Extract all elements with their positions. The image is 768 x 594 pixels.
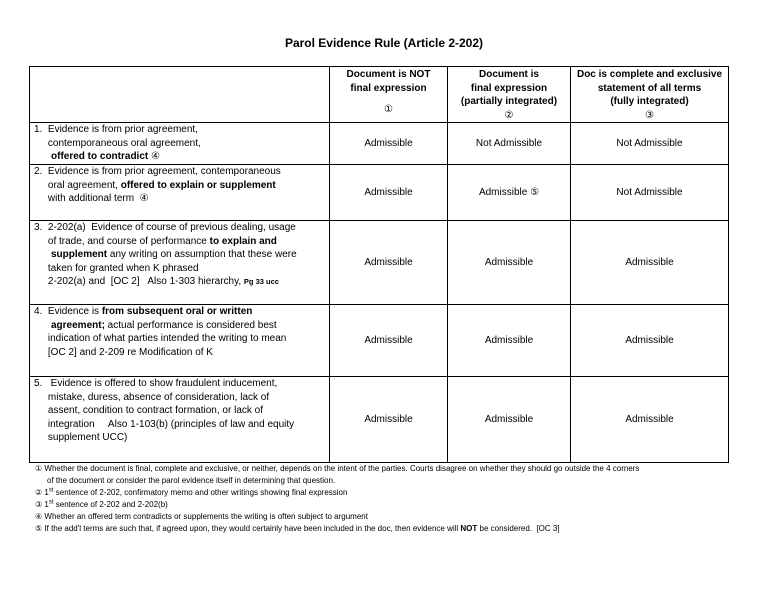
header-line: final expression <box>470 82 548 94</box>
rule-line <box>34 404 326 418</box>
text-run: of trade, and course of performance <box>34 235 210 247</box>
text-run: taken for granted when K phrased <box>34 262 199 274</box>
rule-description <box>30 305 330 377</box>
header-blank-cell <box>30 67 330 123</box>
footnote-text: ② 1 <box>35 488 49 497</box>
cell-not-final: Admissible <box>330 123 448 165</box>
text-run: ④ <box>148 151 160 162</box>
text-run: 2. Evidence is from prior agreement, contemporaneous <box>34 166 281 177</box>
footnote-2 <box>35 487 735 499</box>
header-line: (partially integrated) <box>460 96 558 107</box>
cell-not-final: Admissible <box>330 305 448 377</box>
circled-three-icon: ③ <box>645 109 654 121</box>
cell-partially-integrated: Admissible <box>448 305 571 377</box>
footnotes <box>35 463 735 535</box>
rule-line <box>34 262 326 276</box>
bold-text-run: offered to explain or supplement <box>120 179 276 191</box>
footnote-1-continued: of the document or consider the parol evidence itself in determining that question. <box>47 476 336 485</box>
rule-line <box>34 248 326 262</box>
rule-description <box>30 165 330 221</box>
footnote-text: ⑤ If the add'l terms are such that, if agreed upon, they would certainly have been included in the doc, then evidence will <box>35 524 461 533</box>
text-run: 2-202(a) and [OC 2] Also 1-303 hierarchy, <box>34 276 244 287</box>
circled-one-icon: ① <box>384 104 393 115</box>
header-fully-integrated <box>571 67 729 123</box>
text-run: actual performance is considered best <box>104 319 277 331</box>
bold-text-run: from subsequent oral or written <box>101 306 253 317</box>
bold-text-run: to explain and <box>209 235 277 247</box>
cell-partially-integrated: Admissible <box>448 221 571 305</box>
text-run: [OC 2] and 2-209 re Modification of K <box>34 346 213 358</box>
text-run: contemporaneous oral agreement, <box>34 137 201 149</box>
header-line: Doc is complete and exclusive <box>576 69 723 80</box>
text-run: 1. Evidence is from prior agreement, <box>34 124 198 135</box>
page-title: Parol Evidence Rule (Article 2-202) <box>284 36 484 50</box>
footnote-bold-text: NOT <box>460 524 478 533</box>
cell-not-final: Admissible <box>330 221 448 305</box>
table-row <box>30 123 729 165</box>
bold-text-run: agreement; <box>51 319 105 331</box>
parol-evidence-table <box>29 66 729 463</box>
text-run: with additional term ④ <box>34 193 149 204</box>
rule-line <box>34 377 326 391</box>
cell-not-final: Admissible <box>330 165 448 221</box>
page-reference: Pg 33 ucc <box>243 277 279 286</box>
superscript: st <box>48 487 54 494</box>
footnote-1: ① Whether the document is final, complete and exclusive, or neither, depends on the intent of the parties. Courts disagree on whether they should go outside the 4 corners <box>35 464 640 473</box>
footnote-text: ③ 1 <box>35 500 49 509</box>
text-run: supplement UCC) <box>34 432 128 443</box>
bold-text-run: supplement <box>51 249 108 260</box>
text-run: 5. Evidence is offered to show fraudulent inducement, <box>34 378 278 389</box>
rule-line <box>34 275 326 289</box>
bold-text-run: offered to contradict <box>51 151 149 162</box>
header-partially-integrated <box>448 67 571 123</box>
cell-fully-integrated: Admissible <box>571 305 729 377</box>
header-line: Document is <box>478 69 539 80</box>
footnote-5 <box>35 523 735 535</box>
header-line: (fully integrated) <box>610 96 689 107</box>
rule-description <box>30 123 330 165</box>
text-run: 4. Evidence is <box>34 306 102 317</box>
rule-line <box>34 150 326 164</box>
cell-partially-integrated: Admissible ⑤ <box>448 165 571 221</box>
table-row <box>30 305 729 377</box>
table-row <box>30 377 729 463</box>
circled-two-icon: ② <box>504 109 514 121</box>
text-run: 3. 2-202(a) Evidence of course of previous dealing, usage <box>34 222 296 233</box>
cell-fully-integrated: Admissible <box>571 221 729 305</box>
header-row <box>30 67 729 123</box>
footnote-text: be considered. [OC 3] <box>477 524 560 533</box>
rule-line <box>34 123 326 137</box>
rule-line <box>34 346 326 360</box>
table-row <box>30 165 729 221</box>
rule-line <box>34 192 326 206</box>
table-row <box>30 221 729 305</box>
cell-partially-integrated: Admissible <box>448 377 571 463</box>
rule-line <box>34 391 326 405</box>
rule-line <box>34 418 326 432</box>
rule-line <box>34 319 326 333</box>
text-run: assent, condition to contract formation, or lack of <box>34 405 263 416</box>
rule-description <box>30 221 330 305</box>
rule-line <box>34 431 326 445</box>
cell-fully-integrated: Not Admissible <box>571 165 729 221</box>
rule-description <box>30 377 330 463</box>
rule-line <box>34 221 326 235</box>
rule-line <box>34 165 326 179</box>
cell-fully-integrated: Admissible <box>571 377 729 463</box>
rule-line <box>34 235 326 249</box>
footnote-text: sentence of 2-202, confirmatory memo and other writings showing final expression <box>53 488 348 497</box>
text-run: integration Also 1-103(b) (principles of law and equity <box>34 418 295 430</box>
cell-not-final: Admissible <box>330 377 448 463</box>
footnote-3 <box>35 499 735 511</box>
text-run: indication of what parties intended the writing to mean <box>34 333 287 344</box>
rule-line <box>34 137 326 151</box>
header-line: statement of all terms <box>597 82 702 94</box>
cell-partially-integrated: Not Admissible <box>448 123 571 165</box>
footnote-4: ④ Whether an offered term contradicts or supplements the writing is often subject to argument <box>35 512 368 521</box>
header-line: final expression <box>350 82 427 94</box>
text-run: oral agreement, <box>34 179 121 191</box>
superscript: st <box>48 499 54 506</box>
footnote-text: sentence of 2-202 and 2-202(b) <box>53 500 168 509</box>
text-run: any writing on assumption that these were <box>107 249 297 260</box>
text-run: mistake, duress, absence of consideration, lack of <box>34 391 270 403</box>
rule-line <box>34 179 326 193</box>
rule-line <box>34 332 326 346</box>
rule-line <box>34 305 326 319</box>
header-line: Document is NOT <box>346 69 431 80</box>
header-not-final <box>330 67 448 123</box>
cell-fully-integrated: Not Admissible <box>571 123 729 165</box>
